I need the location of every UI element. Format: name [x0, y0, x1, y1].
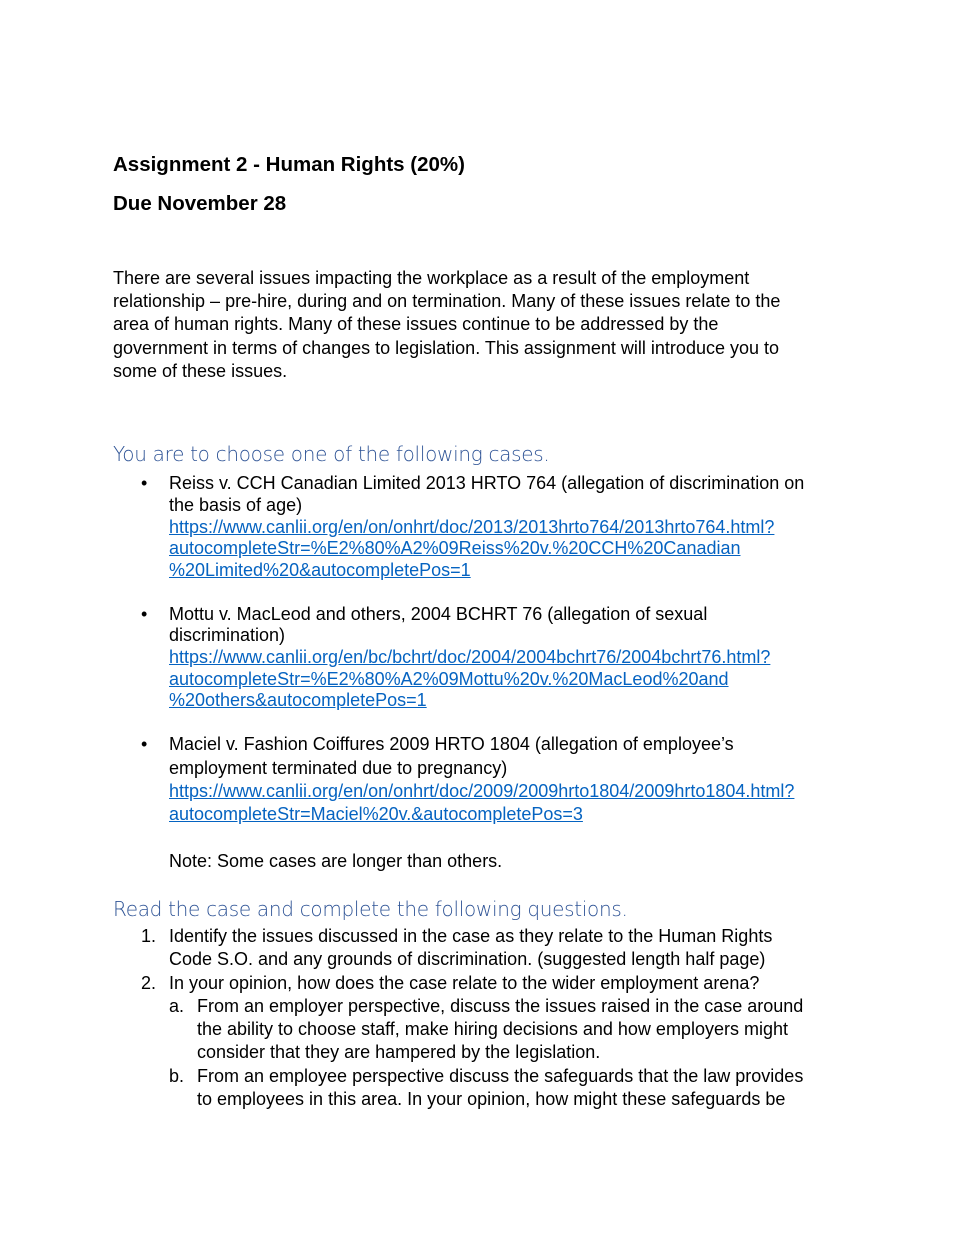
intro-line: relationship – pre-hire, during and on termination. Many of these issues relate to the — [113, 291, 781, 311]
note: Note: Some cases are longer than others. — [169, 851, 503, 871]
case-link[interactable]: https://www.canlii.org/en/bc/bchrt/doc/2004/2004bchrt76/2004bchrt76.html? — [169, 647, 771, 667]
case-link[interactable]: %20Limited%20&autocompletePos=1 — [169, 560, 471, 580]
question-text: In your opinion, how does the case relate to the wider employment arena? — [169, 973, 760, 993]
case-description: discrimination) — [169, 625, 286, 645]
subquestion-text: consider that they are hampered by the legislation. — [197, 1042, 601, 1062]
subquestion-text: From an employee perspective discuss the safeguards that the law provides — [197, 1066, 804, 1086]
case-link[interactable]: autocompleteStr=%E2%80%A2%09Reiss%20v.%20CCH%20Canadian — [169, 538, 741, 558]
intro-line: area of human rights. Many of these issues continue to be addressed by the — [113, 314, 719, 334]
questions-heading: Read the case and complete the following questions. — [113, 897, 628, 921]
case-link[interactable]: https://www.canlii.org/en/on/onhrt/doc/2013/2013hrto764/2013hrto764.html? — [169, 517, 775, 537]
subquestion-letter: a. — [169, 996, 185, 1016]
intro-line: There are several issues impacting the workplace as a result of the employment — [113, 268, 750, 288]
intro-line: government in terms of changes to legislation. This assignment will introduce you to — [113, 338, 780, 358]
question-number: 1. — [141, 926, 157, 946]
subquestion-text: to employees in this area. In your opinion, how might these safeguards be — [197, 1089, 786, 1109]
subquestion-letter: b. — [169, 1066, 185, 1086]
case-description: employment terminated due to pregnancy) — [169, 758, 508, 778]
intro-line: some of these issues. — [113, 361, 288, 381]
due-date: Due November 28 — [113, 192, 287, 215]
case-description: Mottu v. MacLeod and others, 2004 BCHRT 76 (allegation of sexual — [169, 604, 708, 624]
question-number: 2. — [141, 973, 157, 993]
cases-heading: You are to choose one of the following cases. — [113, 442, 550, 466]
subquestion-text: From an employer perspective, discuss the issues raised in the case around — [197, 996, 804, 1016]
case-link[interactable]: autocompleteStr=%E2%80%A2%09Mottu%20v.%20MacLeod%20and — [169, 669, 729, 689]
assignment-title: Assignment 2 - Human Rights (20%) — [113, 153, 465, 176]
bullet-icon: • — [141, 604, 148, 624]
case-description: Reiss v. CCH Canadian Limited 2013 HRTO 764 (allegation of discrimination on — [169, 473, 805, 493]
case-description: the basis of age) — [169, 495, 303, 515]
case-link[interactable]: %20others&autocompletePos=1 — [169, 690, 427, 710]
question-text: Identify the issues discussed in the case as they relate to the Human Rights — [169, 926, 773, 946]
question-text: Code S.O. and any grounds of discrimination. (suggested length half page) — [169, 949, 766, 969]
bullet-icon: • — [141, 734, 148, 754]
case-link[interactable]: https://www.canlii.org/en/on/onhrt/doc/2009/2009hrto1804/2009hrto1804.html? — [169, 781, 795, 801]
bullet-icon: • — [141, 473, 148, 493]
case-description: Maciel v. Fashion Coiffures 2009 HRTO 1804 (allegation of employee’s — [169, 734, 734, 754]
case-link[interactable]: autocompleteStr=Maciel%20v.&autocompletePos=3 — [169, 804, 583, 824]
subquestion-text: the ability to choose staff, make hiring decisions and how employers might — [197, 1019, 788, 1039]
